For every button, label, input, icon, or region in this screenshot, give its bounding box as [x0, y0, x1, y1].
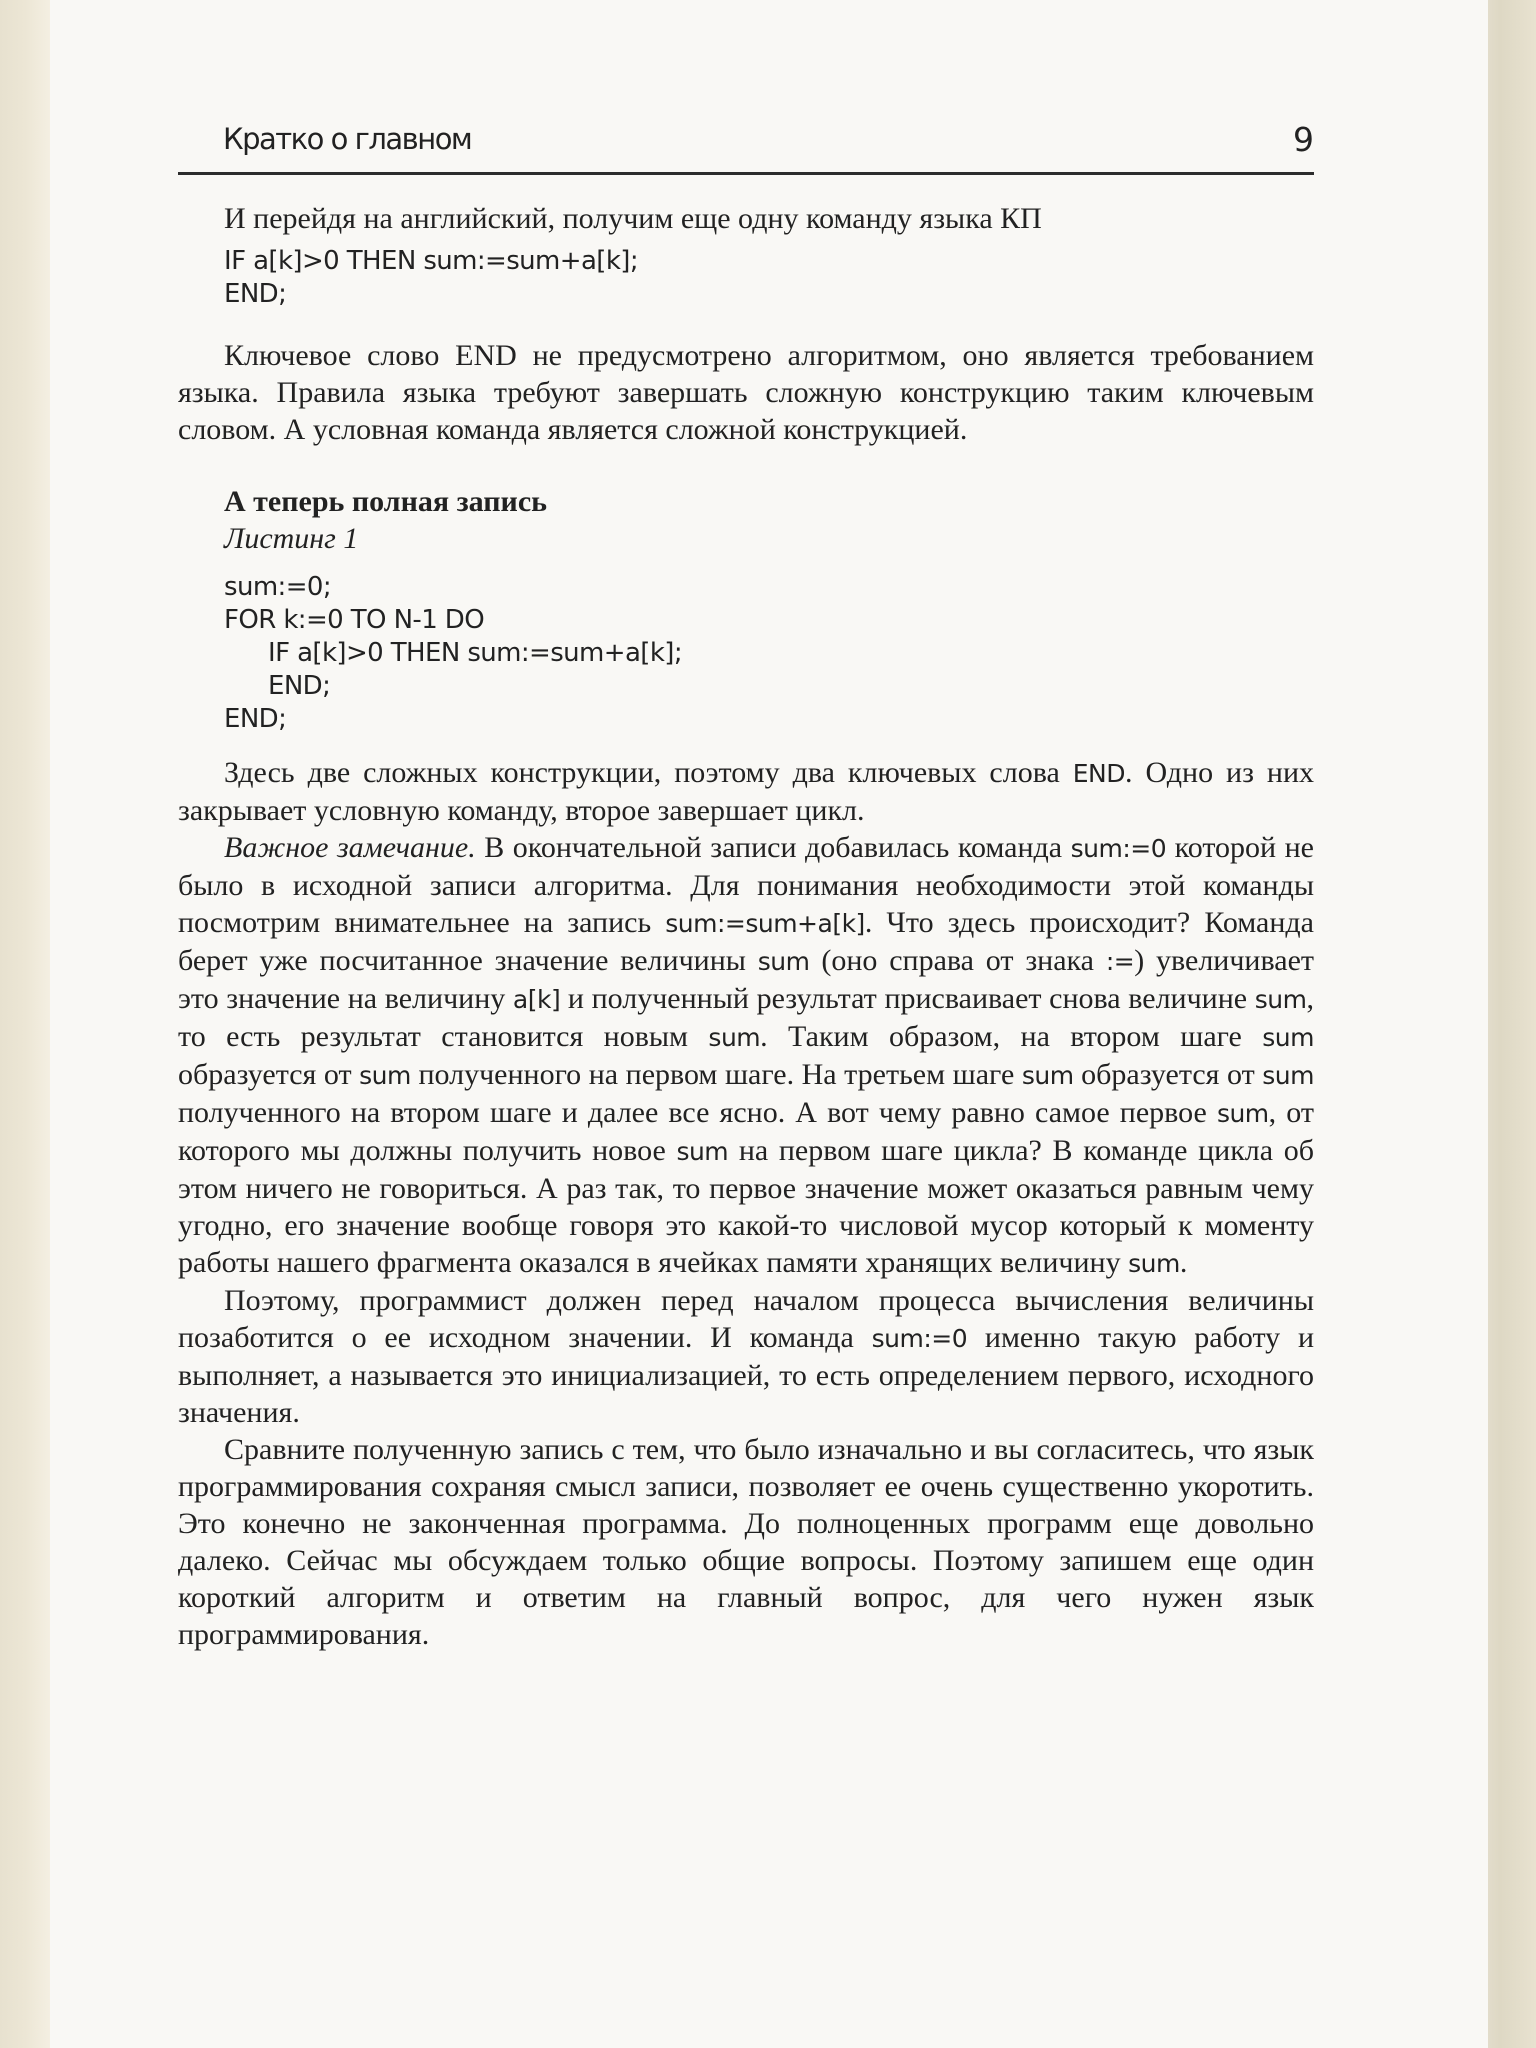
code-line: END;: [224, 279, 287, 309]
paragraph-two-constructs: [178, 754, 1314, 829]
text-run: .: [1179, 1246, 1188, 1279]
paragraph-conclusion: Сравните полученную запись с тем, что было изначально и вы согласитесь, что язык программирования сохраняя смысл записи, позволяет ее очень существенно укоротить. Это конечно не законченная программа. До полноценных программ еще довольно далеко. Сейчас мы обсуждаем только общие вопросы. Поэтому запишем еще один короткий алгоритм и ответим на главный вопрос, для чего нужен язык программирования.: [178, 1433, 1314, 1651]
page-number: 9: [1293, 120, 1314, 159]
text-run: полученного на первом шаге. На третьем шаге: [410, 1058, 1022, 1091]
inline-code: sum:=0: [1070, 834, 1167, 863]
inline-code: a[k]: [512, 985, 561, 1014]
text-run: ) увеличивает это значение на величину: [178, 944, 1315, 1015]
inline-code: END: [1072, 759, 1126, 788]
inline-code: :=: [1105, 947, 1135, 976]
text-run: . Одно из них закрывает условную команду, второе завершает цикл.: [178, 756, 1314, 827]
code-block-if: [178, 245, 1314, 311]
paragraph-end-keyword: Ключевое слово END не предусмотрено алгоритмом, оно является требованием языка. Правила языка требуют завершать сложную конструкцию таким ключевым словом. А условная команда является сложной конструкцией.: [178, 339, 1314, 446]
code-line: IF a[k]>0 THEN sum:=sum+a[k];: [268, 638, 682, 668]
code-line: FOR k:=0 TO N-1 DO: [224, 605, 485, 635]
page-body: [178, 200, 1314, 1653]
text-run: именно такую работу и выполняет, а называется это инициализацией, то есть определением первого, исходного значения.: [178, 1321, 1315, 1429]
code-line: END;: [224, 704, 287, 734]
text-run: . Что здесь происходит? Команда берет уже посчитанное значение величины: [178, 906, 1314, 977]
text-run: полученного на втором шаге и далее все ясно. А вот чему равно самое первое: [178, 1096, 1217, 1129]
paragraph-intro: И перейдя на английский, получим еще одну команду языка КП: [224, 202, 1042, 235]
inline-code: sum: [1216, 1099, 1269, 1128]
text-run: (оно справа от знака: [809, 944, 1106, 977]
inline-code: sum:=sum+a[k]: [665, 909, 865, 938]
text-run: , от которого мы должны получить новое: [178, 1096, 1314, 1167]
text-run: которой не было в исходной записи алгоритма. Для понимания необходимости этой команды посмотрим внимательнее на запись: [178, 831, 1314, 939]
paragraph-important-note: [178, 829, 1314, 1282]
inline-code: sum: [708, 1023, 761, 1052]
header-title: Кратко о главном: [223, 122, 472, 156]
text-run: образуется от: [178, 1058, 360, 1091]
section-heading: А теперь полная запись: [224, 485, 548, 518]
code-line: END;: [268, 671, 331, 701]
running-header: [178, 120, 1314, 175]
text-run: на первом шаге цикла? В команде цикла об этом ничего не говориться. А раз так, то первое значение может оказаться равным чему угодно, его значение вообще говоря это какой-то числовой мусор который к моменту работы нашего фрагмента оказался в ячейках памяти хранящих величину: [178, 1134, 1314, 1279]
code-line: IF a[k]>0 THEN sum:=sum+a[k];: [224, 246, 638, 276]
inline-code: sum: [359, 1061, 411, 1090]
code-line: sum:=0;: [224, 572, 331, 602]
code-block-listing: [178, 571, 1314, 736]
italic-lead: Важное замечание.: [224, 831, 476, 864]
inline-code: sum:=0: [871, 1324, 968, 1353]
paragraph-initialization: [178, 1282, 1314, 1431]
inline-code: sum: [1262, 1061, 1314, 1090]
text-run: , то есть результат становится новым: [178, 982, 1314, 1053]
inline-code: sum: [1254, 985, 1307, 1014]
text-run: В окончательной записи добавилась команда: [475, 831, 1071, 864]
inline-code: sum: [757, 947, 810, 976]
text-run: Поэтому, программист должен перед началом процесса вычисления величины позаботится о ее исходном значении. И команда: [178, 1284, 1314, 1354]
inline-code: sum: [676, 1137, 729, 1166]
inline-code: sum: [1262, 1023, 1314, 1052]
text-run: образуется от: [1073, 1058, 1263, 1091]
inline-code: sum: [1021, 1061, 1074, 1090]
listing-caption: Листинг 1: [224, 522, 359, 555]
text-run: и полученный результат присваивает снова величине: [560, 982, 1255, 1015]
inline-code: sum: [1128, 1249, 1180, 1278]
text-run: . Таким образом, на втором шаге: [760, 1020, 1263, 1053]
text-run: Здесь две сложных конструкции, поэтому два ключевых слова: [224, 756, 1073, 789]
